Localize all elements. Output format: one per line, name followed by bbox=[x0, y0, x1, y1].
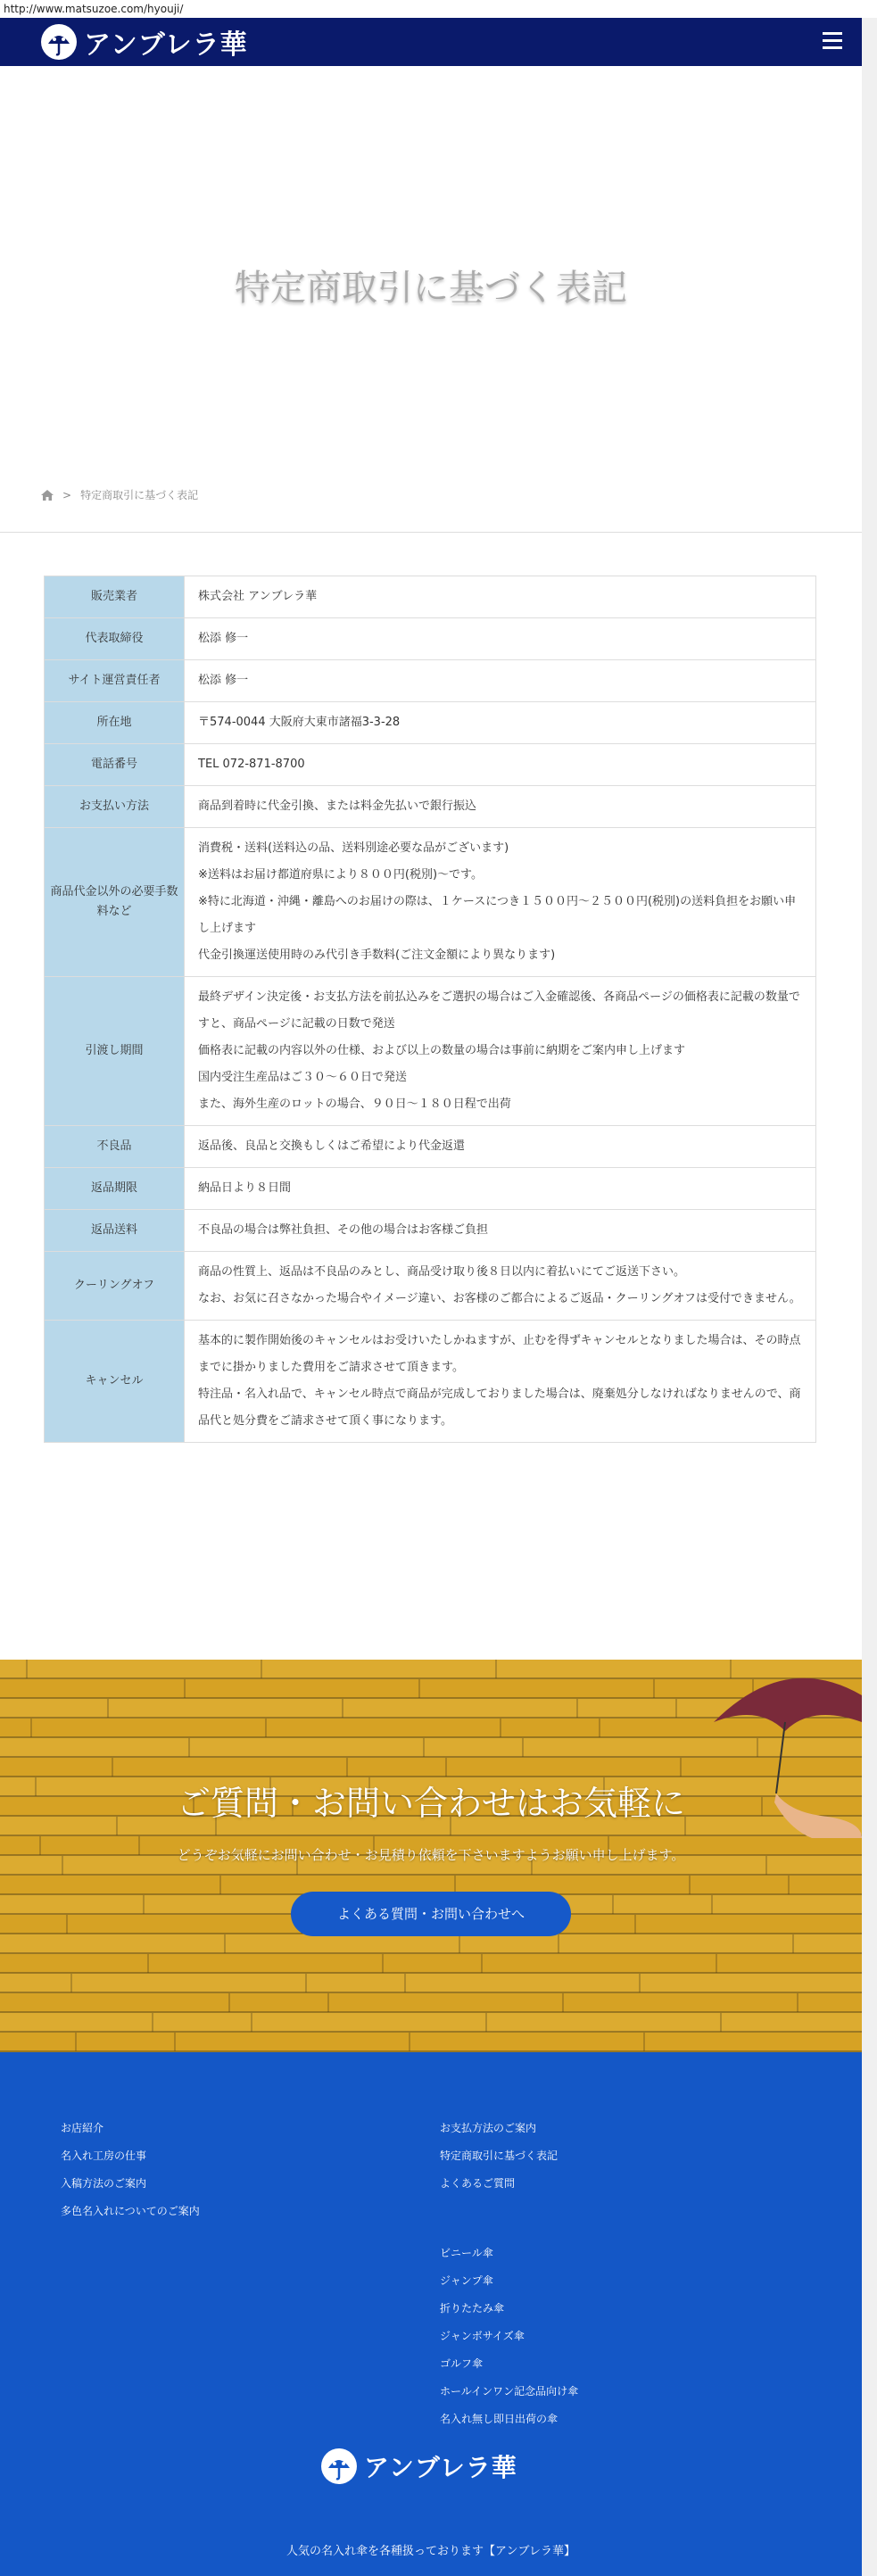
browser-url-bar[interactable]: http://www.matsuzoe.com/hyouji/ bbox=[0, 0, 877, 18]
footer-link[interactable]: ゴルフ傘 bbox=[440, 2357, 484, 2370]
row-value-line: 消費税・送料(送料込の品、送料別途必要な品がございます) bbox=[198, 841, 509, 855]
footer-link[interactable]: ジャンプ傘 bbox=[440, 2274, 493, 2287]
row-value-line: 代金引換運送使用時のみ代引き手数料(ご注文金額により異なります) bbox=[198, 948, 556, 962]
footer-link[interactable]: 特定商取引に基づく表記 bbox=[440, 2149, 558, 2162]
row-value bbox=[185, 1126, 816, 1168]
footer-link[interactable]: 名入れ工房の仕事 bbox=[61, 2149, 147, 2162]
row-value-line: 不良品の場合は弊社負担、その他の場合はお客様ご負担 bbox=[198, 1223, 489, 1237]
table-row bbox=[45, 1210, 816, 1252]
table-row bbox=[45, 702, 816, 744]
row-value-line: 国内受注生産品はご３０〜６０日で発送 bbox=[198, 1071, 408, 1084]
row-label: 返品期限 bbox=[45, 1168, 185, 1210]
row-value-line: 基本的に製作開始後のキャンセルはお受けいたしかねますが、止むを得ずキャンセルとなりました場合は、その時点までに掛かりました費用をご請求させて頂きます。 bbox=[198, 1334, 801, 1374]
footer-logo-text: アンブレラ華 bbox=[364, 2453, 517, 2482]
table-row bbox=[45, 744, 816, 786]
footer-link[interactable]: 折りたたみ傘 bbox=[440, 2302, 505, 2315]
footer-column-1 bbox=[61, 2115, 200, 2225]
row-label: 商品代金以外の必要手数料など bbox=[45, 828, 185, 977]
row-value bbox=[185, 1168, 816, 1210]
faq-contact-button[interactable]: よくある質問・お問い合わせへ bbox=[291, 1892, 571, 1936]
row-value-line: 松添 修一 bbox=[198, 674, 249, 687]
row-value-line: なお、お気に召さなかった場合やイメージ違い、お客様のご都合によるご返品・クーリングオフは受付できません。 bbox=[198, 1292, 801, 1305]
page-title: 特定商取引に基づく表記 bbox=[235, 267, 627, 309]
footer-column-2 bbox=[440, 2115, 558, 2198]
row-value bbox=[185, 618, 816, 660]
row-value-line: 〒574-0044 大阪府大東市諸福3-3-28 bbox=[198, 716, 401, 729]
row-value-line: 松添 修一 bbox=[198, 632, 249, 645]
table-row bbox=[45, 786, 816, 828]
row-label: キャンセル bbox=[45, 1321, 185, 1443]
umbrella-logo-icon bbox=[41, 24, 77, 60]
footer-link[interactable]: ジャンボサイズ傘 bbox=[440, 2330, 525, 2342]
table-row bbox=[45, 618, 816, 660]
row-label: クーリングオフ bbox=[45, 1252, 185, 1321]
row-value-line: 返品後、良品と交換もしくはご希望により代金返還 bbox=[198, 1139, 466, 1153]
breadcrumb-current: 特定商取引に基づく表記 bbox=[80, 489, 199, 501]
row-value bbox=[185, 786, 816, 828]
contact-cta-section bbox=[0, 1660, 862, 2052]
footer-link[interactable]: 名入れ無し即日出荷の傘 bbox=[440, 2413, 558, 2425]
site-footer bbox=[0, 2052, 862, 2576]
row-value bbox=[185, 702, 816, 744]
row-label: 所在地 bbox=[45, 702, 185, 744]
cta-title: ご質問・お問い合わせはお気軽に bbox=[176, 1784, 685, 1823]
row-value bbox=[185, 1252, 816, 1321]
row-value-line: 納品日より８日間 bbox=[198, 1181, 292, 1195]
legal-info-table bbox=[44, 576, 816, 1443]
umbrella-logo-icon bbox=[321, 2448, 357, 2484]
row-value-line: TEL 072-871-8700 bbox=[198, 758, 305, 771]
row-value bbox=[185, 1210, 816, 1252]
table-row bbox=[45, 1321, 816, 1443]
breadcrumb-separator: > bbox=[62, 488, 72, 501]
row-value-line: ※特に北海道・沖縄・離島へのお届けの際は、１ケースにつき１５００円〜２５００円(税別)の送料負担をお願い申し上げます bbox=[198, 895, 797, 935]
logo-text: アンブレラ華 bbox=[84, 29, 248, 61]
table-row bbox=[45, 977, 816, 1126]
row-label: 引渡し期間 bbox=[45, 977, 185, 1126]
row-value bbox=[185, 1321, 816, 1443]
footer-link[interactable]: お店紹介 bbox=[61, 2122, 104, 2134]
row-value-line: ※送料はお届け都道府県により８００円(税別)〜です。 bbox=[198, 868, 483, 882]
row-value bbox=[185, 576, 816, 618]
row-value-line: また、海外生産のロットの場合、９０日〜１８０日程で出荷 bbox=[198, 1097, 511, 1111]
table-row bbox=[45, 1168, 816, 1210]
row-value-line: 価格表に記載の内容以外の仕様、および以上の数量の場合は事前に納期をご案内申し上げます bbox=[198, 1044, 686, 1057]
table-row bbox=[45, 576, 816, 618]
table-row bbox=[45, 1252, 816, 1321]
footer-logo[interactable] bbox=[321, 2448, 517, 2484]
scrollbar[interactable] bbox=[862, 18, 877, 2576]
row-label: 返品送料 bbox=[45, 1210, 185, 1252]
row-label: 電話番号 bbox=[45, 744, 185, 786]
site-header bbox=[0, 18, 862, 66]
site-logo[interactable] bbox=[41, 23, 248, 61]
footer-link[interactable]: よくあるご質問 bbox=[440, 2177, 516, 2190]
footer-link[interactable]: お支払方法のご案内 bbox=[440, 2122, 537, 2134]
divider bbox=[0, 532, 862, 533]
row-label: サイト運営責任者 bbox=[45, 660, 185, 702]
row-label: 不良品 bbox=[45, 1126, 185, 1168]
row-value bbox=[185, 828, 816, 977]
page-hero bbox=[0, 66, 862, 530]
row-value-line: 最終デザイン決定後・お支払方法を前払込みをご選択の場合はご入金確認後、各商品ページの価格表に記載の数量ですと、商品ページに記載の日数で発送 bbox=[198, 990, 800, 1031]
footer-link[interactable]: 多色名入れについてのご案内 bbox=[61, 2205, 200, 2217]
table-row bbox=[45, 660, 816, 702]
footer-column-3 bbox=[440, 2240, 578, 2433]
footer-copyright: 人気の名入れ傘を各種扱っております【アンブレラ華】 bbox=[286, 2545, 575, 2558]
row-value-line: 商品の性質上、返品は不良品のみとし、商品受け取り後８日以内に着払いにてご返送下さい。 bbox=[198, 1265, 686, 1279]
home-icon[interactable] bbox=[41, 490, 54, 501]
cta-subtitle: どうぞお気軽にお問い合わせ・お見積り依頼を下さいますようお願い申し上げます。 bbox=[177, 1847, 685, 1863]
row-value bbox=[185, 977, 816, 1126]
hamburger-icon[interactable] bbox=[823, 32, 842, 50]
footer-link[interactable]: ビニール傘 bbox=[440, 2247, 493, 2259]
row-value-line: 株式会社 アンブレラ華 bbox=[198, 590, 318, 603]
footer-link[interactable]: 入稿方法のご案内 bbox=[61, 2177, 147, 2190]
row-value bbox=[185, 660, 816, 702]
row-value-line: 商品到着時に代金引換、または料金先払いで銀行振込 bbox=[198, 799, 477, 813]
row-label: 代表取締役 bbox=[45, 618, 185, 660]
row-label: お支払い方法 bbox=[45, 786, 185, 828]
row-value-line: 特注品・名入れ品で、キャンセル時点で商品が完成しておりました場合は、廃棄処分しなければなりませんので、商品代と処分費をご請求させて頂く事になります。 bbox=[198, 1387, 801, 1428]
footer-link[interactable]: ホールインワン記念品向け傘 bbox=[440, 2385, 579, 2398]
table-row bbox=[45, 1126, 816, 1168]
table-row bbox=[45, 828, 816, 977]
row-value bbox=[185, 744, 816, 786]
row-label: 販売業者 bbox=[45, 576, 185, 618]
breadcrumb bbox=[41, 487, 198, 502]
